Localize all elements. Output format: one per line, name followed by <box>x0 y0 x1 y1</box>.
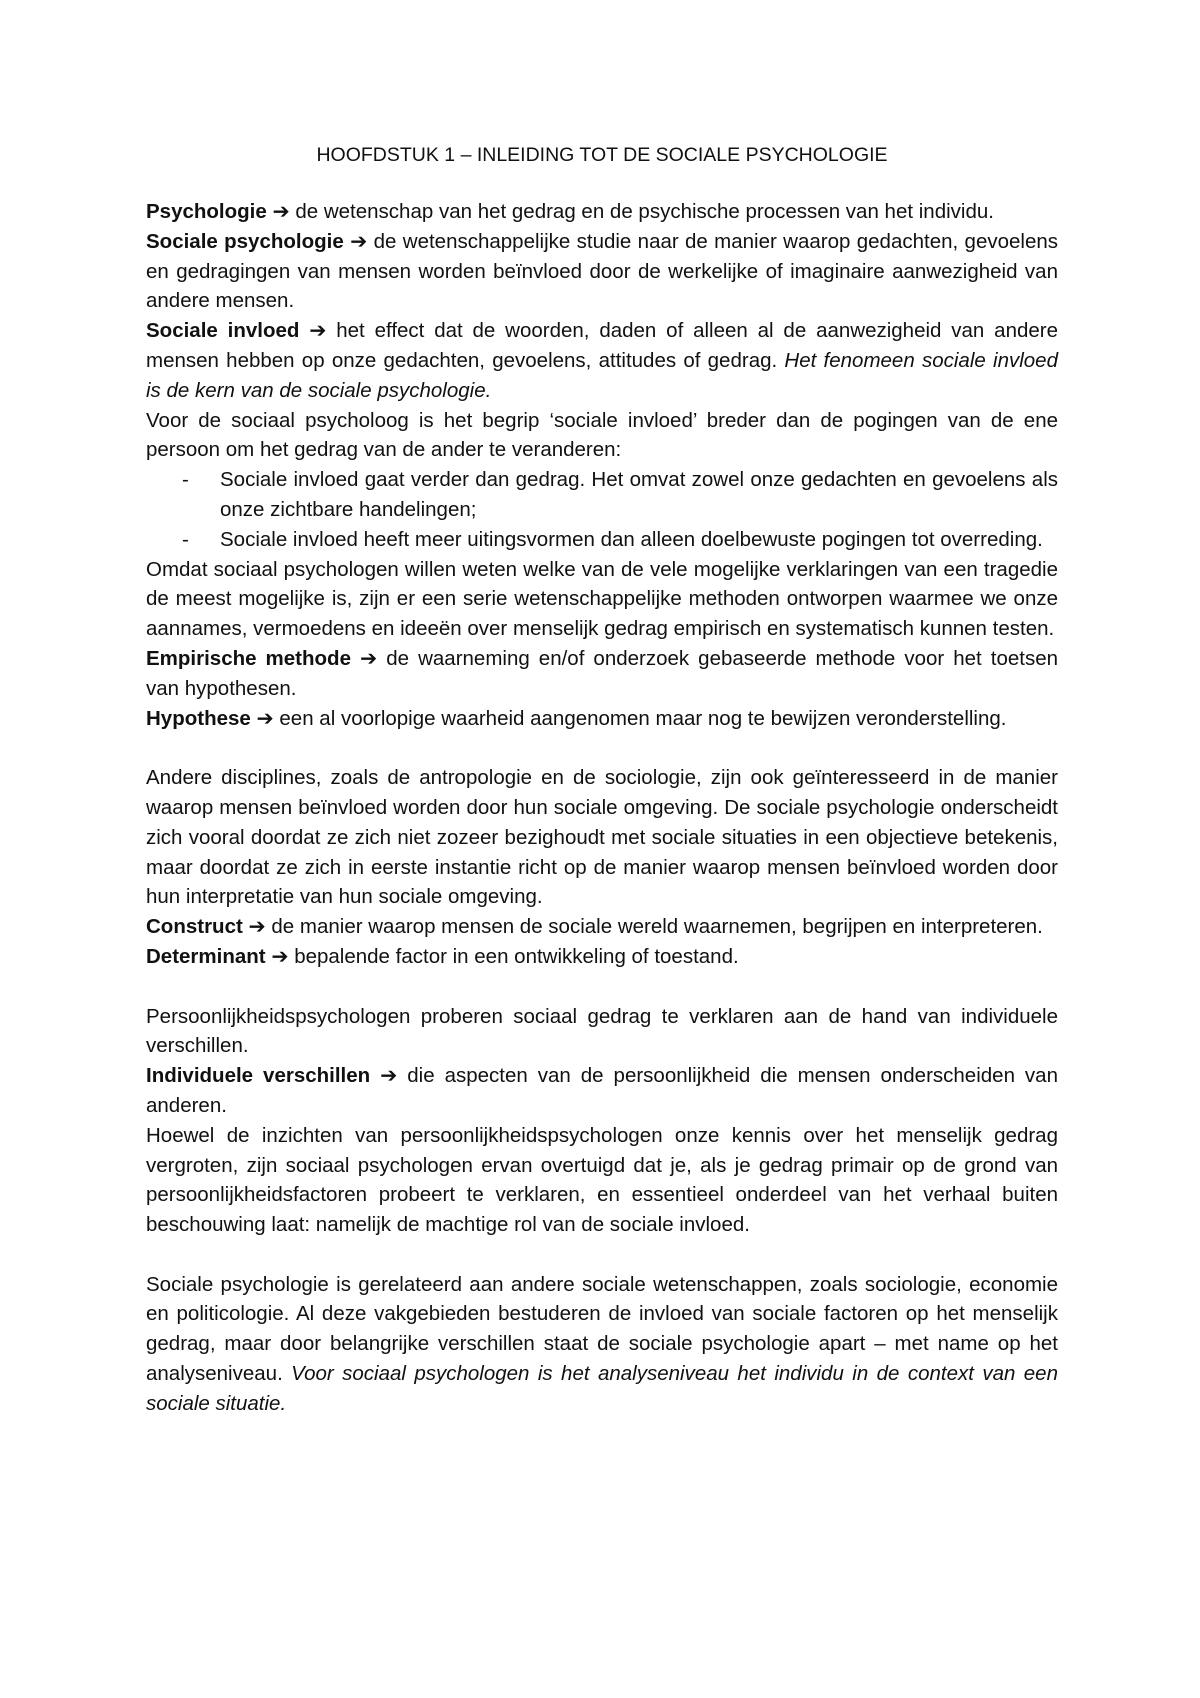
paragraph-spacer <box>146 1240 1058 1270</box>
paragraph: Omdat sociaal psychologen willen weten welke van de vele mogelijke verklaringen van een tragedie de meest mogelijke is, zijn er een serie wetenschappelijke methoden ontworpen waarmee we onze aannames, vermoedens en ideeën over menselijk gedrag empirisch en systematisch kunnen testen. <box>146 557 1058 641</box>
definition-psychologie <box>146 197 1058 227</box>
definition-determinant <box>146 942 1058 972</box>
arrow-right-icon: ➔ <box>271 944 289 968</box>
paragraph-text: Sociale psychologie is gerelateerd aan andere sociale wetenschappen, zoals sociologie, economie en politicologie. Al deze vakgebieden bestuderen de invloed van sociale factoren op het menselijk gedrag, maar door belangrijke verschillen staat de sociale psychologie apart – met name op het analyseniveau. <box>146 1272 1058 1386</box>
definition-empirische-methode <box>146 644 1058 704</box>
definition-text: de wetenschappelijke studie naar de manier waarop gedachten, gevoelens en gedragingen van mensen worden beïnvloed door de werkelijke of imaginaire aanwezigheid van andere mensen. <box>146 229 1059 313</box>
list-item <box>182 465 1058 525</box>
definition-sociale-psychologie <box>146 227 1058 316</box>
chapter-title: HOOFDSTUK 1 – INLEIDING TOT DE SOCIALE PSYCHOLOGIE <box>316 144 888 166</box>
term: Individuele verschillen <box>146 1064 371 1088</box>
document-page <box>146 140 1058 1419</box>
arrow-right-icon: ➔ <box>248 915 266 939</box>
arrow-right-icon: ➔ <box>272 200 290 223</box>
definition-text: bepalende factor in een ontwikkeling of toestand. <box>288 944 739 968</box>
paragraph: Hoewel de inzichten van persoonlijkheidspsychologen onze kennis over het menselijk gedrag vergroten, zijn sociaal psychologen ervan overtuigd dat je, als je gedrag primair op de grond van persoonlijkheidsfactoren probeert te verklaren, en essentieel onderdeel van het verhaal buiten beschouwing laat: namelijk de machtige rol van de sociale invloed. <box>146 1123 1058 1237</box>
paragraph <box>146 1270 1058 1419</box>
paragraph-spacer <box>146 733 1058 763</box>
paragraph-spacer <box>146 972 1058 1002</box>
term: Construct <box>146 915 243 939</box>
italic-remark: Het fenomeen sociale invloed is de kern van de sociale psychologie. <box>146 348 1058 402</box>
definition-text: die aspecten van de persoonlijkheid die mensen onderscheiden van anderen. <box>146 1064 1058 1117</box>
definition-text: de waarneming en/of onderzoek gebaseerde methode voor het toetsen van hypothesen. <box>146 646 1059 700</box>
arrow-right-icon: ➔ <box>360 646 378 670</box>
term: Sociale psychologie <box>146 229 344 253</box>
arrow-right-icon: ➔ <box>380 1064 398 1088</box>
list-item <box>182 525 1058 555</box>
term: Psychologie <box>146 200 267 223</box>
definition-construct <box>146 912 1058 942</box>
italic-remark: Voor sociaal psychologen is het analyseniveau het individu in de context van een sociale situatie. <box>146 1362 1058 1415</box>
term: Determinant <box>146 944 266 968</box>
definition-individuele-verschillen <box>146 1061 1058 1121</box>
list-item-text: Sociale invloed gaat verder dan gedrag. Het omvat zowel onze gedachten en gevoelens als onze zichtbare handelingen; <box>220 468 1058 521</box>
paragraph: Persoonlijkheidspsychologen proberen sociaal gedrag te verklaren aan de hand van individuele verschillen. <box>146 1004 1058 1058</box>
definition-text: het effect dat de woorden, daden of alleen al de aanwezigheid van andere mensen hebben op onze gedachten, gevoelens, attitudes of gedrag. <box>146 319 1058 372</box>
paragraph: Andere disciplines, zoals de antropologie en de sociologie, zijn ook geïnteresseerd in de manier waarop mensen beïnvloed worden door hun sociale omgeving. De sociale psychologie onderscheidt zich vooral doordat ze zich niet zozeer bezighoudt met sociale situaties in een objectieve betekenis, maar doordat ze zich in eerste instantie richt op de manier waarop mensen beïnvloed worden door hun interpretatie van hun sociale omgeving. <box>146 766 1058 909</box>
list-item-text: Sociale invloed heeft meer uitingsvormen dan alleen doelbewuste pogingen tot overreding. <box>220 527 1043 551</box>
term: Hypothese <box>146 706 251 730</box>
definition-text: een al voorlopige waarheid aangenomen maar nog te bewijzen veronderstelling. <box>273 706 1007 730</box>
term: Empirische methode <box>146 646 351 670</box>
definition-sociale-invloed <box>146 316 1058 405</box>
definition-text: de wetenschap van het gedrag en de psychische processen van het individu. <box>289 200 994 223</box>
arrow-right-icon: ➔ <box>350 229 368 253</box>
dash-icon: - <box>182 527 189 551</box>
term: Sociale invloed <box>146 319 300 343</box>
bullet-list <box>146 465 1058 554</box>
arrow-right-icon: ➔ <box>256 706 274 730</box>
dash-icon: - <box>182 468 189 492</box>
definition-text: de manier waarop mensen de sociale wereld waarnemen, begrijpen en interpreteren. <box>265 915 1043 939</box>
definition-hypothese <box>146 704 1058 734</box>
paragraph: Voor de sociaal psycholoog is het begrip ‘sociale invloed’ breder dan de pogingen van de ene persoon om het gedrag van de ander te veranderen: <box>146 408 1058 462</box>
arrow-right-icon: ➔ <box>309 319 327 343</box>
